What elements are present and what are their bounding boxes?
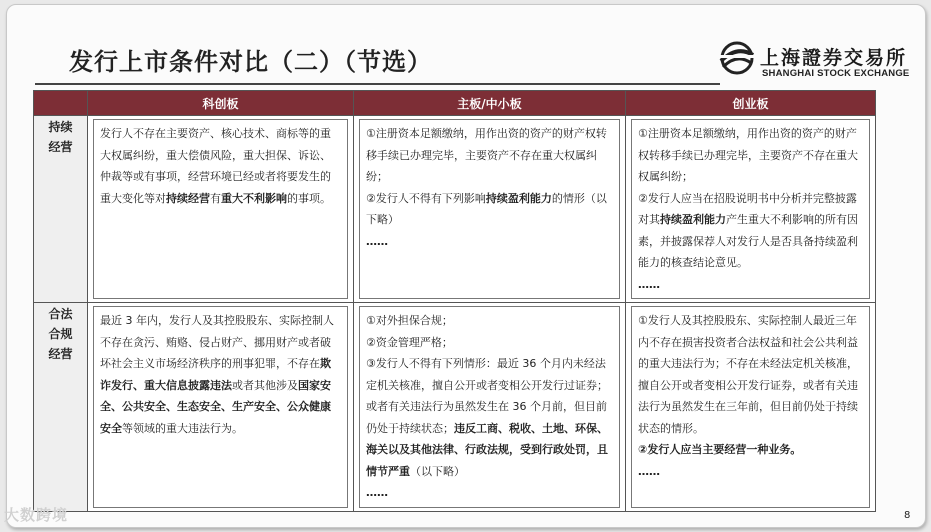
cell-text	[631, 306, 870, 508]
column-header-zhuban: 主板/中小板	[354, 91, 626, 116]
paragraph	[638, 310, 863, 439]
text-run: ①对外担保合规；	[366, 314, 453, 327]
paragraph	[638, 123, 863, 188]
text-run: 最近 3 年内，发行人及其控股股东、实际控制人不存在贪污、贿赂、侵占财产、挪用财产或者破坏社会主义市场经济秩序的刑事犯罪，不存在	[100, 314, 334, 370]
paragraph	[366, 482, 613, 504]
text-run: ①注册资本足额缴纳，用作出资的资产的财产权转移手续已办理完毕，主要资产不存在重大权属纠纷；	[366, 127, 607, 183]
row-header-line: 持续	[48, 120, 73, 134]
text-run: ②发行人应当在招股说明书中分析并完整披露对其	[638, 191, 857, 226]
bold-text: 欺诈发行、重大信息披露违法	[100, 357, 331, 392]
paragraph	[366, 332, 613, 354]
bold-text: 持续盈利能力	[660, 213, 726, 226]
table-row	[34, 116, 876, 303]
sse-logo-icon	[717, 41, 757, 75]
page-title: 发行上市条件对比（二）（节选）	[69, 48, 432, 76]
bold-text: ……	[366, 234, 388, 248]
cell-kechuang	[88, 303, 354, 512]
bold-text: 持续盈利能力	[485, 191, 552, 205]
row-header-legal-compliance	[34, 303, 88, 512]
bold-text: ②发行人应当主要经营一种业务。	[638, 443, 802, 456]
paragraph	[638, 274, 863, 296]
row-header-line: 经营	[48, 347, 73, 361]
text-run: 等领域的重大违法行为。	[122, 421, 243, 435]
text-run: 有	[210, 191, 221, 205]
paragraph	[366, 310, 613, 332]
cell-chuangye	[626, 116, 876, 303]
text-run: ③发行人不得有下列情形：最近 36 个月内未经法定机关核准，擅自公开或者变相公开发行过证券；或者有关违法行为虽然发生在 36 个月前，但目前仍处于持续状态；	[366, 357, 608, 435]
logo-english-name: SHANGHAI STOCK EXCHANGE	[762, 68, 910, 79]
bold-text: ……	[366, 486, 388, 499]
page-number: 8	[904, 510, 911, 521]
row-header-continuous-operation	[34, 116, 88, 303]
text-run: 发行人不存在主要资产、核心技术、商标等的重大权属纠纷，重大偿债风险，重大担保、诉讼、仲裁等或有事项，经营环境已经或者将要发生的重大变化等对	[100, 127, 331, 205]
title-underline	[35, 83, 720, 85]
text-run: ②发行人不得有下列影响	[366, 191, 486, 205]
comparison-table	[33, 90, 876, 512]
bold-text: 持续经营	[166, 191, 210, 205]
paragraph	[638, 439, 863, 461]
text-run: 的情形（以下略）	[366, 191, 607, 226]
bold-text: ……	[638, 464, 660, 478]
cell-text	[359, 119, 620, 299]
row-header-line: 合规	[48, 327, 73, 341]
paragraph	[366, 123, 613, 188]
table-row	[34, 303, 876, 512]
text-run: （以下略）	[410, 464, 465, 478]
paragraph	[366, 353, 613, 482]
cell-text	[93, 119, 348, 299]
header-corner	[34, 91, 88, 116]
bold-text: ……	[638, 277, 660, 291]
paragraph	[638, 188, 863, 274]
logo-chinese-name: 上海證券交易所	[760, 47, 908, 69]
bold-text: 国家安全、公共安全、生态安全、生产安全、公众健康安全	[100, 378, 331, 435]
text-run: ②资金管理严格；	[366, 335, 453, 349]
cell-kechuang	[88, 116, 354, 303]
bold-text: 重大不利影响	[221, 191, 287, 205]
table-header-row	[34, 91, 876, 116]
text-run: 产生重大不利影响的所有因素，并披露保荐人对发行人是否具备持续盈利能力的核查结论意见。	[638, 213, 858, 269]
paragraph	[638, 461, 863, 483]
watermark: 大数跨境	[4, 506, 69, 524]
column-header-chuangye: 创业板	[626, 91, 876, 116]
bold-text: 违反工商、税收、土地、环保、海关以及其他法律、行政法规，受到行政处罚，且情节严重	[366, 421, 608, 478]
column-header-kechuang: 科创板	[88, 91, 354, 116]
text-run: 的事项。	[287, 191, 331, 205]
paragraph	[366, 188, 613, 231]
cell-text	[93, 306, 348, 508]
cell-chuangye	[626, 303, 876, 512]
text-run: ①发行人及其控股股东、实际控制人最近三年内不存在损害投资者合法权益和社会公共利益的重大违法行为；不存在未经法定机关核准，擅自公开或者变相公开发行证券，或者有关违法行为虽然发生在三年前，但目前仍处于持续状态的情形。	[638, 314, 858, 435]
paragraph	[366, 231, 613, 253]
cell-zhuban	[354, 303, 626, 512]
cell-zhuban	[354, 116, 626, 303]
cell-text	[359, 306, 620, 508]
row-header-line: 合法	[48, 307, 73, 321]
text-run: ①注册资本足额缴纳，用作出资的资产的财产权转移手续已办理完毕，主要资产不存在重大权属纠纷；	[638, 127, 858, 183]
row-header-line: 经营	[48, 140, 73, 154]
cell-text	[631, 119, 870, 299]
text-run: 或者其他涉及	[232, 378, 298, 392]
